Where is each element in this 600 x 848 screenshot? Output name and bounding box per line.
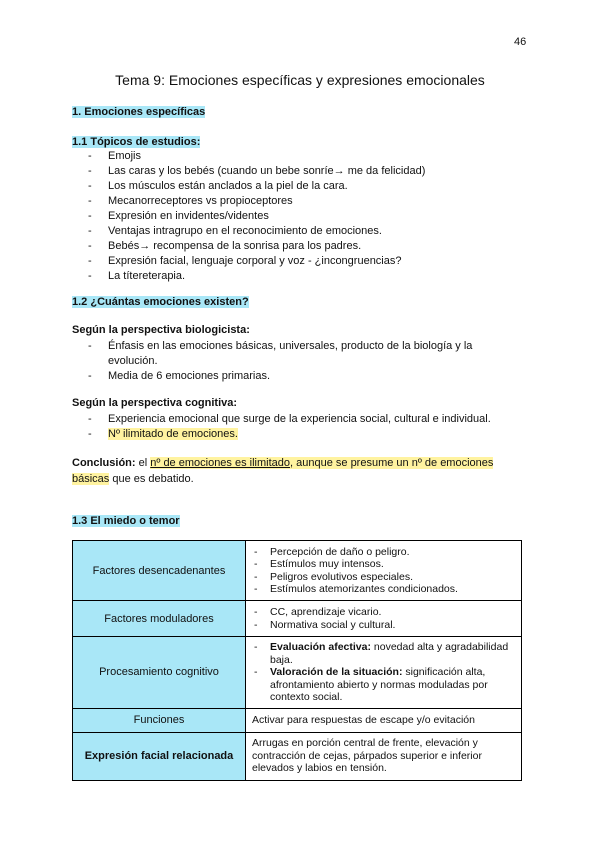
page-number: 46 — [514, 36, 527, 48]
list-item: - Énfasis en las emociones básicas, universales, producto de la biología y la evolución. — [88, 339, 508, 369]
list-item: - Expresión facial, lenguaje corporal y voz - ¿incongruencias? — [88, 254, 508, 269]
list-item: - La títereterapia. — [88, 269, 508, 284]
term-description: significación alta, afrontamiento abierto y normas moduladas por contexto social. — [270, 666, 488, 703]
biologicist-list — [88, 339, 508, 384]
list-item: - Las caras y los bebés (cuando un bebe sonríe→ me da felicidad) — [88, 164, 508, 179]
page-title: Tema 9: Emociones específicas y expresiones emocionales — [115, 72, 485, 88]
list-item: - CC, aprendizaje vicario. — [252, 606, 515, 619]
list-item — [252, 666, 515, 704]
section-1-1-heading-text: 1.1 Tópicos de estudios: — [72, 136, 201, 148]
row-label: Expresión facial relacionada — [73, 732, 246, 780]
table-row — [73, 637, 522, 709]
row-value — [246, 637, 522, 709]
conclusion-mid: , aunque se presume un nº de emociones básicas — [72, 457, 494, 485]
section-1-2-heading — [72, 296, 249, 308]
row-value: Arrugas en porción central de frente, elevación y contracción de cejas, párpados superior e inferior elevados y labios en tensión. — [246, 732, 522, 780]
list-item: - Experiencia emocional que surge de la experiencia social, cultural e individual. — [88, 412, 508, 427]
list-item: - Ventajas intragrupo en el reconocimiento de emociones. — [88, 224, 508, 239]
row-value: Activar para respuestas de escape y/o evitación — [246, 708, 522, 732]
conclusion-label: Conclusión: — [72, 457, 136, 469]
list-item: - Estímulos atemorizantes condicionados. — [252, 583, 515, 596]
section-1-heading — [72, 106, 205, 118]
list-item: - Peligros evolutivos especiales. — [252, 571, 515, 584]
row-label: Procesamiento cognitivo — [73, 637, 246, 709]
section-1-2-heading-text: 1.2 ¿Cuántas emociones existen? — [72, 296, 249, 308]
table-row — [73, 601, 522, 637]
section-1-1-heading — [72, 136, 200, 148]
section-1-heading-text: 1. Emociones específicas — [72, 106, 206, 118]
row-label: Factores desencadenantes — [73, 541, 246, 601]
list-item: - Media de 6 emociones primarias. — [88, 369, 508, 384]
row-value — [246, 601, 522, 637]
list-item — [252, 641, 515, 666]
highlighted-text: Nº ilimitado de emociones. — [108, 428, 238, 440]
conclusion-end: que es debatido. — [109, 473, 194, 485]
biologicist-heading: Según la perspectiva biologicista: — [72, 324, 250, 336]
list-item: - Estímulos muy intensos. — [252, 558, 515, 571]
bold-term: Valoración de la situación: — [270, 666, 403, 678]
list-item: - Emojis — [88, 149, 508, 164]
term-description: novedad alta y agradabilidad baja. — [270, 641, 509, 666]
bold-term: Evaluación afectiva: — [270, 641, 371, 653]
topics-list — [88, 149, 508, 284]
table-row — [73, 732, 522, 780]
list-item: - Bebés→ recompensa de la sonrisa para los padres. — [88, 239, 508, 254]
conclusion-underlined: nº de emociones es ilimitado — [150, 457, 291, 469]
conclusion-paragraph — [72, 455, 532, 487]
list-item: - Expresión en invidentes/videntes — [88, 209, 508, 224]
list-item: - Normativa social y cultural. — [252, 619, 515, 632]
list-item — [88, 427, 508, 442]
list-item: - Percepción de daño o peligro. — [252, 546, 515, 559]
table-row — [73, 708, 522, 732]
section-1-3-heading — [72, 515, 180, 527]
row-label: Factores moduladores — [73, 601, 246, 637]
list-item: - Los músculos están anclados a la piel de la cara. — [88, 179, 508, 194]
table-row — [73, 541, 522, 601]
row-value — [246, 541, 522, 601]
conclusion-pre: el — [135, 457, 151, 469]
cognitive-list — [88, 412, 508, 442]
list-item: - Mecanorreceptores vs propioceptores — [88, 194, 508, 209]
fear-table — [72, 540, 522, 781]
section-1-3-heading-text: 1.3 El miedo o temor — [72, 515, 180, 527]
cognitive-heading: Según la perspectiva cognitiva: — [72, 397, 238, 409]
row-label: Funciones — [73, 708, 246, 732]
